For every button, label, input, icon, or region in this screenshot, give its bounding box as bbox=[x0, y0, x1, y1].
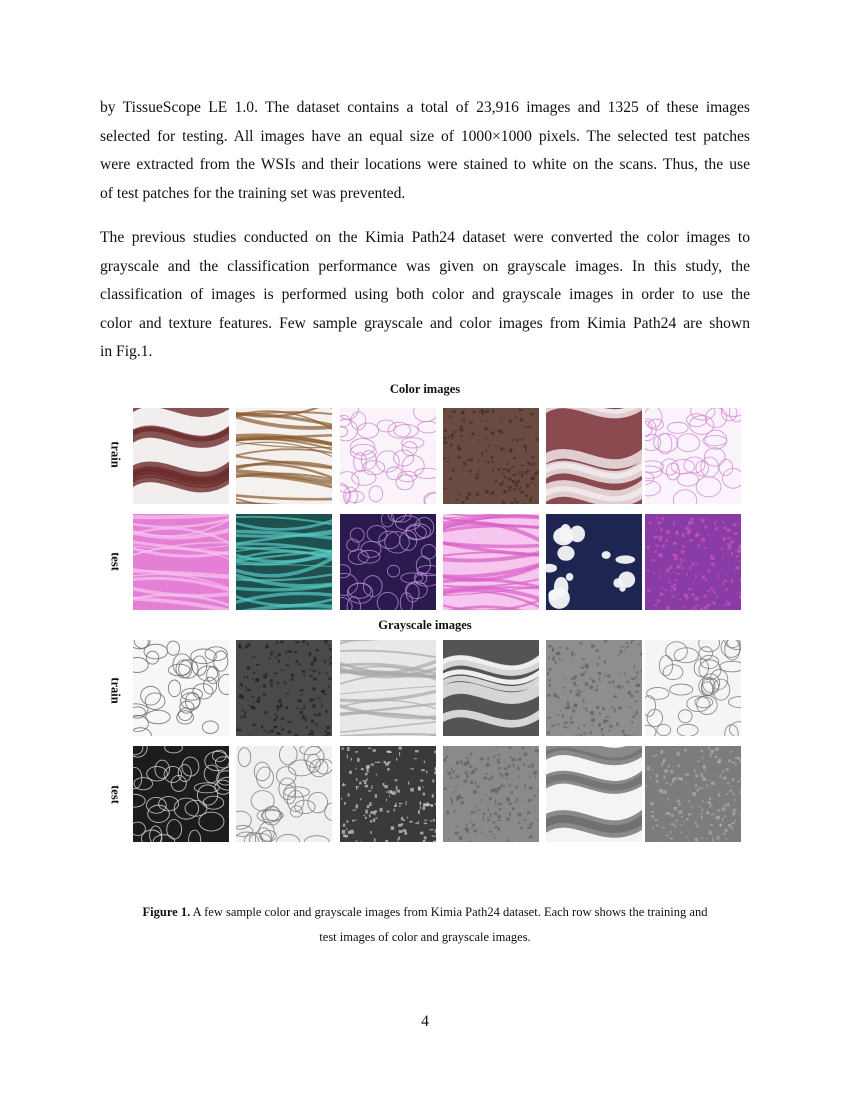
tile-color-test-2 bbox=[236, 514, 332, 610]
row-label-color-train: train bbox=[108, 441, 123, 468]
color-images-title: Color images bbox=[389, 382, 461, 396]
tile-color-test-3 bbox=[340, 514, 436, 610]
text-line: by TissueScope LE 1.0. The dataset contains a total of 23,916 images and 1325 of these images bbox=[100, 99, 750, 116]
tile-color-test-4 bbox=[443, 514, 539, 610]
caption-text-line2: test images of color and grayscale images. bbox=[319, 930, 531, 944]
tile-gray-test-6 bbox=[645, 746, 741, 842]
tile-color-test-1 bbox=[133, 514, 229, 610]
tile-gray-train-2 bbox=[236, 640, 332, 736]
text-line: of test patches for the training set was prevented. bbox=[100, 184, 406, 202]
tile-color-train-4 bbox=[443, 408, 539, 504]
page-number: 4 bbox=[421, 1013, 429, 1030]
tile-gray-train-3 bbox=[340, 640, 436, 736]
tile-color-test-6 bbox=[645, 514, 741, 610]
tile-gray-test-5 bbox=[546, 746, 642, 842]
paragraph-2 bbox=[100, 224, 750, 367]
tile-color-train-5 bbox=[546, 408, 642, 504]
tile-gray-test-4 bbox=[443, 746, 539, 842]
grayscale-images-title: Grayscale images bbox=[378, 618, 472, 632]
text-line: classification of images is performed using both color and grayscale images in order to use the bbox=[100, 286, 750, 304]
caption-text-line1: A few sample color and grayscale images from Kimia Path24 dataset. Each row shows the training and bbox=[190, 905, 708, 919]
tile-gray-train-4 bbox=[443, 640, 539, 736]
text-line: were extracted from the WSIs and their locations were stained to white on the scans. Thus, the use bbox=[100, 156, 750, 174]
tile-gray-train-6 bbox=[645, 640, 741, 736]
tile-color-test-5 bbox=[546, 514, 642, 610]
caption-label: Figure 1. bbox=[142, 905, 191, 919]
paragraph-1 bbox=[100, 94, 750, 208]
text-line: color and texture features. Few sample grayscale and color images from Kimia Path24 are shown bbox=[100, 314, 750, 332]
row-label-gray-train: train bbox=[108, 677, 123, 704]
tile-gray-train-5 bbox=[546, 640, 642, 736]
tile-color-train-1 bbox=[133, 408, 229, 504]
row-label-color-test: test bbox=[108, 552, 123, 571]
text-line: grayscale and the classification performance was given on grayscale images. In this study, the bbox=[100, 257, 750, 275]
figure-caption bbox=[100, 900, 750, 950]
tile-gray-test-2 bbox=[236, 746, 332, 842]
tile-color-train-3 bbox=[340, 408, 436, 504]
text-line: The previous studies conducted on the Kimia Path24 dataset were converted the color images to bbox=[100, 229, 750, 246]
text-line: selected for testing. All images have an equal size of 1000×1000 pixels. The selected test patches bbox=[100, 127, 750, 145]
tile-gray-train-1 bbox=[133, 640, 229, 736]
tile-gray-test-3 bbox=[340, 746, 436, 842]
tile-color-train-2 bbox=[236, 408, 332, 504]
text-line: in Fig.1. bbox=[100, 343, 153, 361]
tile-color-train-6 bbox=[645, 408, 741, 504]
tile-gray-test-1 bbox=[133, 746, 229, 842]
row-label-gray-test: test bbox=[108, 785, 123, 804]
